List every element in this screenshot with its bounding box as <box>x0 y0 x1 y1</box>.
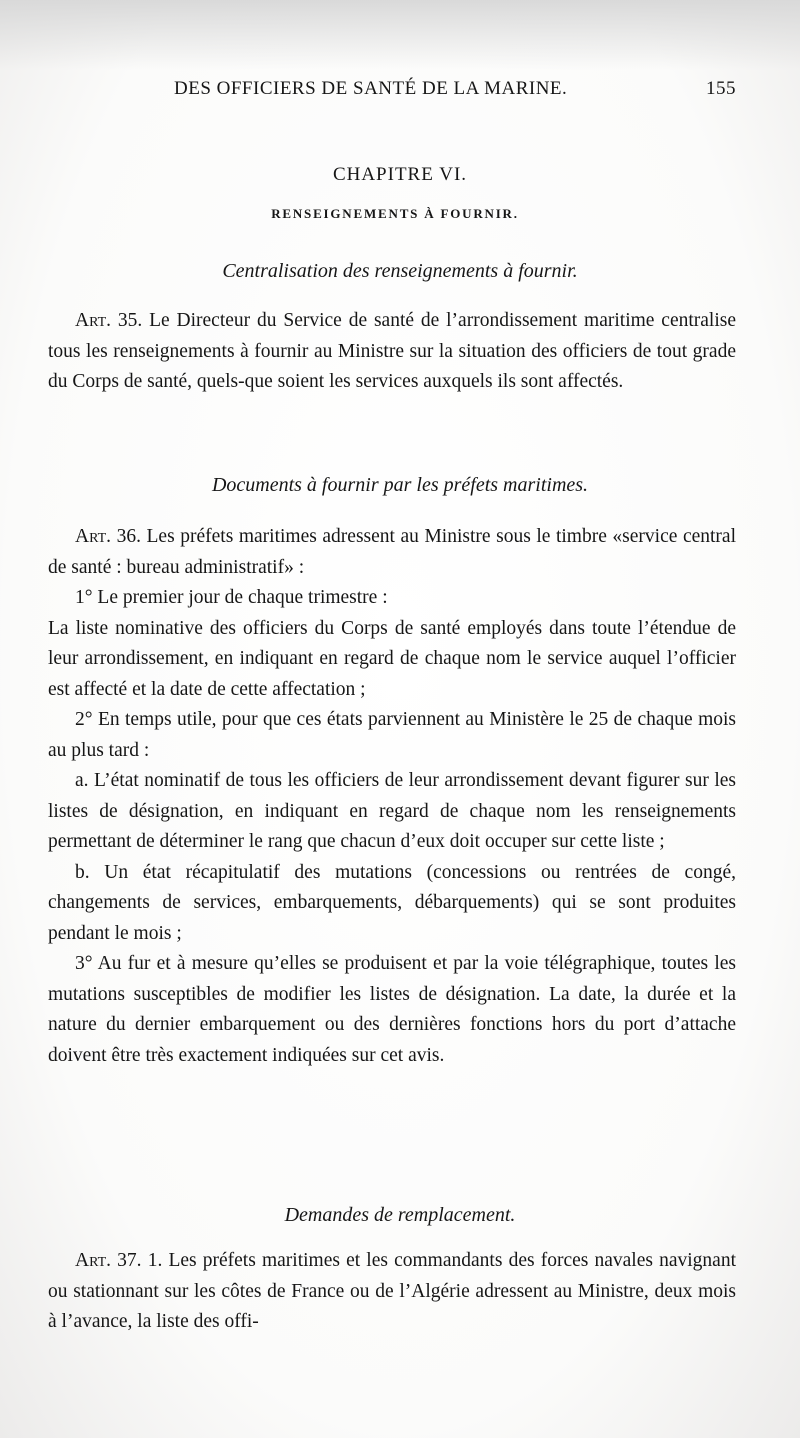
paragraph: a. L’état nominatif de tous les officiers de leur arrondissement devant figurer sur les listes de désignation, en indiquant en regard de chaque nom les renseignements permettant de déterminer le rang que chacun d’eux doit occuper sur cette liste ; <box>48 770 736 852</box>
article-number: Art. 36. <box>75 526 141 547</box>
section-heading-documents: Documents à fournir par les préfets maritimes. <box>211 474 589 496</box>
paragraph: 1° Le premier jour de chaque trimestre : <box>75 587 388 608</box>
running-head-title: DES OFFICIERS DE SANTÉ DE LA MARINE. <box>174 78 568 99</box>
article-37 <box>48 1246 736 1338</box>
article-36 <box>48 522 736 1071</box>
paragraph: La liste nominative des officiers du Corps de santé employés dans toute l’étendue de leur arrondissement, en indiquant en regard de chaque nom le service auquel l’officier est affecté et la date de cette affectation ; <box>48 617 736 700</box>
article-number: Art. 35. <box>75 310 143 331</box>
paragraph: 2° En temps utile, pour que ces états parviennent au Ministère le 25 de chaque mois au plus tard : <box>48 709 736 761</box>
paragraph-text: 1. Les préfets maritimes et les commandants des forces navales navignant ou stationnant sur les côtes de France ou de l’Algérie adressent au Ministre, deux mois à l’avance, la liste des offi- <box>48 1250 736 1332</box>
paragraph-text: Le Directeur du Service de santé de l’arrondissement maritime centralise tous les renseignements à fournir au Ministre sur la situation des officiers de tout grade du Corps de santé, quels-que soient les services auxquels ils sont affectés. <box>48 310 736 392</box>
chapter-heading: CHAPITRE VI. <box>332 164 468 185</box>
article-number: Art. 37. <box>75 1250 142 1271</box>
chapter-subtitle: RENSEIGNEMENTS À FOURNIR. <box>271 206 519 221</box>
article-35 <box>48 306 736 398</box>
paragraph-text: Les préfets maritimes adressent au Ministre sous le timbre «service central de santé : bureau administratif» : <box>48 526 737 578</box>
paragraph <box>48 306 736 398</box>
paragraph <box>48 1246 736 1338</box>
section-heading-centralisation: Centralisation des renseignements à fournir. <box>222 260 578 282</box>
paragraph: b. Un état récapitulatif des mutations (concessions ou rentrées de congé, changements de services, embarquements, débarquements) qui se sont produites pendant le mois ; <box>48 861 736 944</box>
section-heading-remplacement: Demandes de remplacement. <box>284 1204 516 1226</box>
paragraph: 3° Au fur et à mesure qu’elles se produisent et par la voie télégraphique, toutes les mutations susceptibles de modifier les listes de désignation. La date, la durée et la nature du dernier embarquement ou des dernières fonctions hors du port d’attache doivent être très exactement indiquées sur cet avis. <box>48 953 736 1066</box>
page-number: 155 <box>706 78 736 99</box>
paragraph <box>48 522 736 583</box>
